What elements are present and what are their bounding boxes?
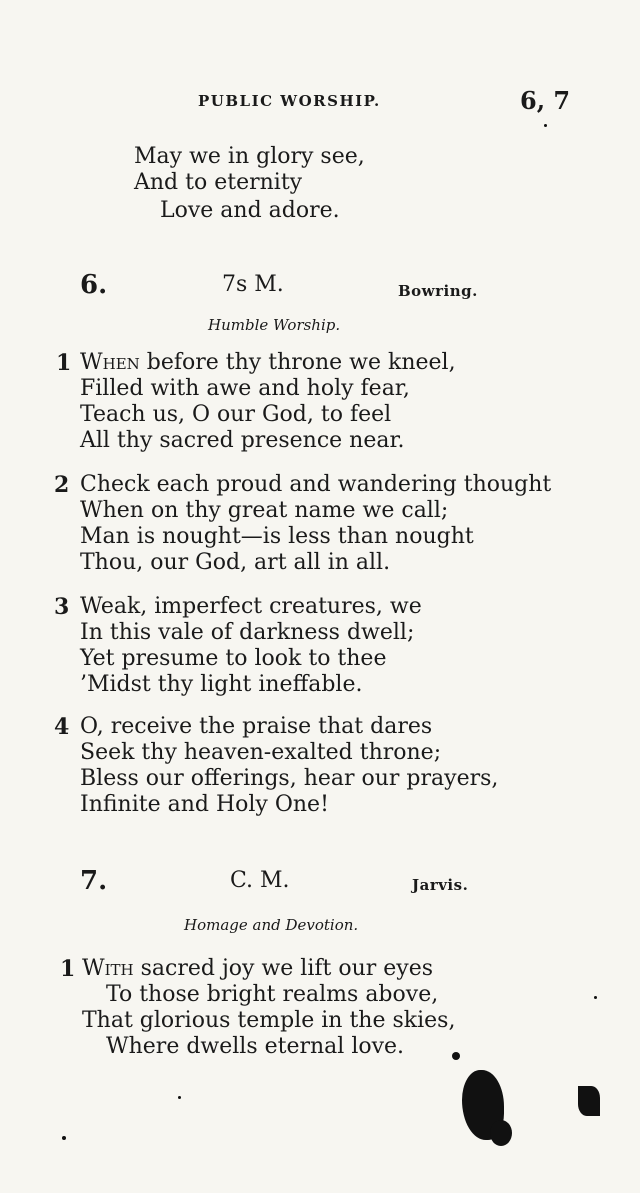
hymn-tune: Bowring.: [398, 282, 478, 300]
ink-speck: [594, 996, 597, 999]
verse-line: All thy sacred presence near.: [80, 428, 405, 453]
verse-line: [80, 350, 456, 376]
page-numbers: 6, 7: [520, 86, 571, 115]
verse-line: [82, 956, 433, 982]
verse-line: Weak, imperfect creatures, we: [80, 594, 422, 619]
hymn-meter: 7s M.: [222, 272, 284, 297]
verse-line: Seek thy heaven-exalted throne;: [80, 740, 442, 765]
verse-line: Check each proud and wandering thought: [80, 472, 552, 497]
verse-number: 3: [54, 594, 70, 620]
verse-number: 1: [56, 350, 72, 376]
verse-line: ’Midst thy light ineffable.: [80, 672, 363, 697]
verse-line: Bless our offerings, hear our prayers,: [80, 766, 499, 791]
verse-line: Teach us, O our God, to feel: [80, 402, 392, 427]
ink-blot: [578, 1086, 600, 1116]
hymn-number: 6.: [80, 270, 108, 300]
verse-line: Filled with awe and holy fear,: [80, 376, 410, 401]
verse-number: 1: [60, 956, 76, 982]
ink-speck: [544, 124, 547, 127]
hymn-title: Homage and Devotion.: [184, 916, 359, 934]
verse-line: In this vale of darkness dwell;: [80, 620, 415, 645]
running-head-title: PUBLIC WORSHIP.: [198, 92, 381, 110]
hymn-7-header: [0, 866, 640, 900]
hymn-number: 7.: [80, 866, 108, 896]
verse-line: Man is nought—is less than nought: [80, 524, 474, 549]
verse-line: Thou, our God, art all in all.: [80, 550, 391, 575]
hymn-tune: Jarvis.: [412, 876, 469, 894]
hymn-6-header: [0, 270, 640, 304]
ink-blot: [490, 1120, 512, 1146]
verse-line: And to eternity: [134, 170, 303, 195]
verse-line-rest: before thy throne we kneel,: [139, 350, 456, 375]
running-head: [0, 86, 640, 122]
verse-line: Yet presume to look to thee: [80, 646, 387, 671]
verse-line: Infinite and Holy One!: [80, 792, 329, 817]
hymn-meter: C. M.: [230, 868, 290, 893]
verse-line: O, receive the praise that dares: [80, 714, 433, 739]
verse-line: Love and adore.: [160, 198, 340, 223]
verse-line: Where dwells eternal love.: [106, 1034, 405, 1059]
verse-line: May we in glory see,: [134, 144, 365, 169]
ink-speck: [178, 1096, 181, 1099]
verse-number: 2: [54, 472, 70, 498]
verse-line-rest: sacred joy we lift our eyes: [133, 956, 434, 981]
ink-blot: [452, 1052, 460, 1060]
verse-initial-word: With: [82, 956, 134, 981]
verse-line: When on thy great name we call;: [80, 498, 449, 523]
ink-speck: [62, 1136, 66, 1140]
verse-line: That glorious temple in the skies,: [82, 1008, 456, 1033]
verse-number: 4: [54, 714, 70, 740]
verse-line: To those bright realms above,: [106, 982, 439, 1007]
hymn-title: Humble Worship.: [208, 316, 341, 334]
verse-initial-word: When: [80, 350, 140, 375]
